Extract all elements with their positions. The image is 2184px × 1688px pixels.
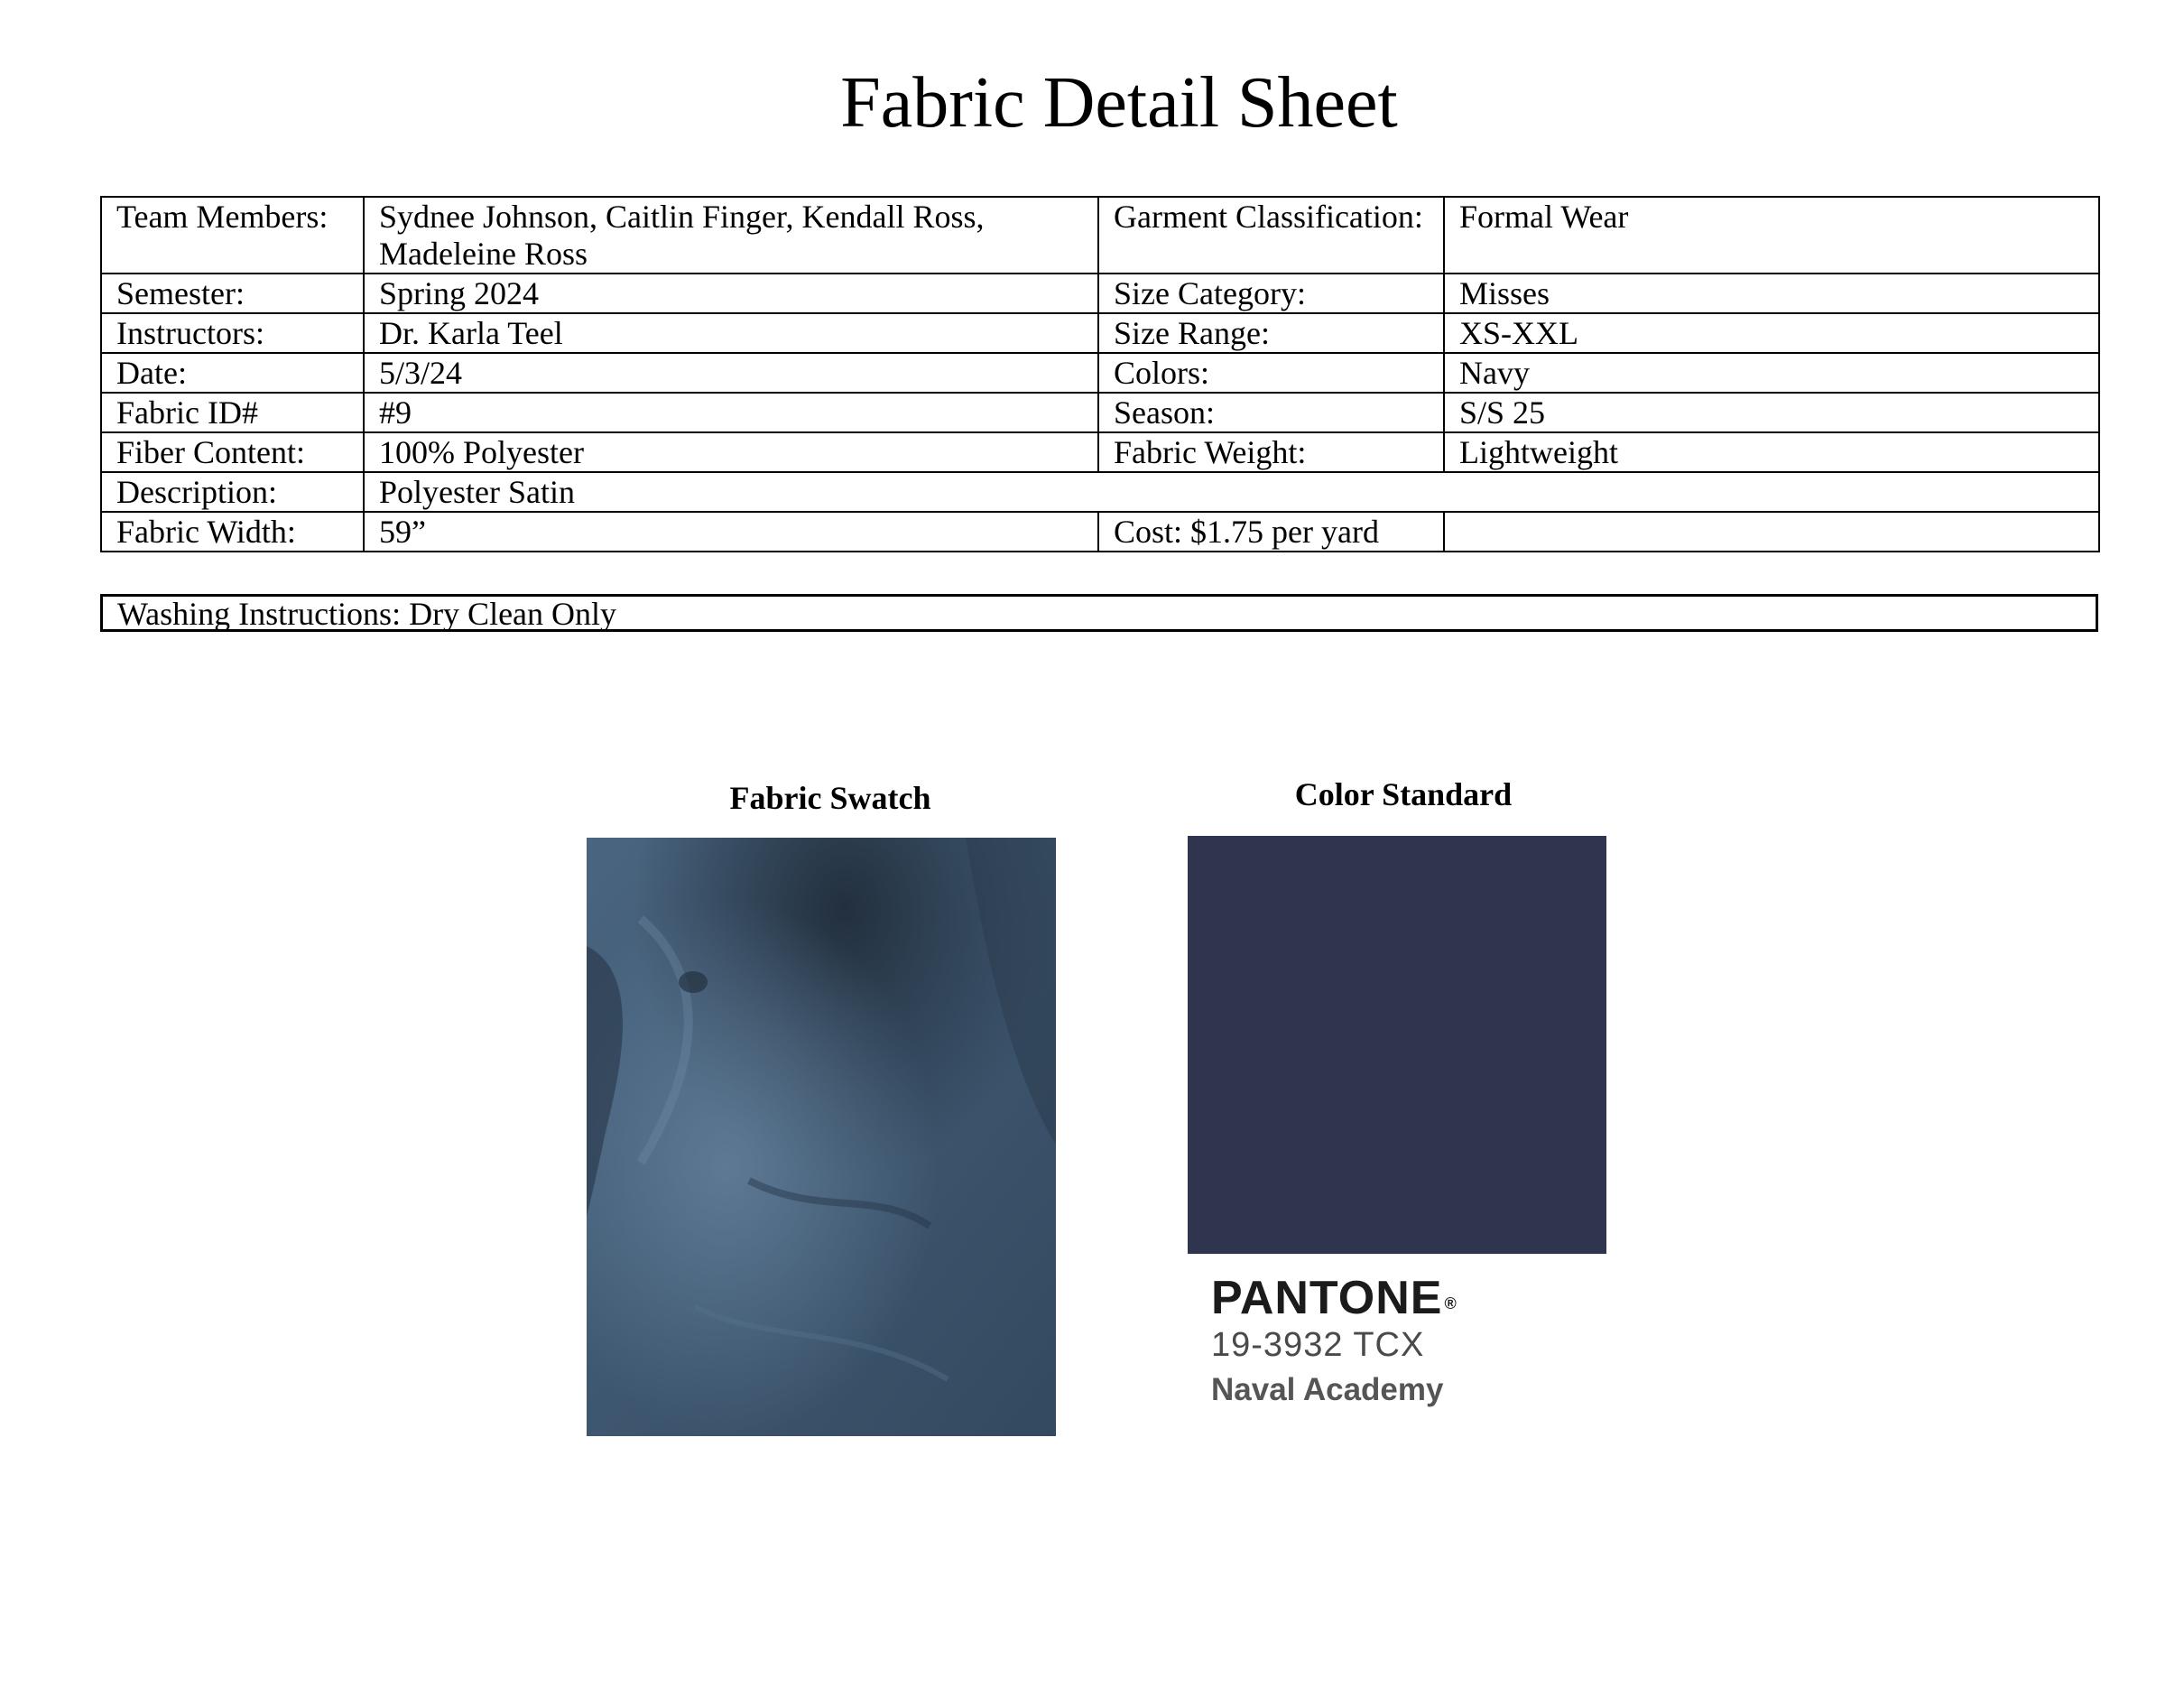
size-category-label: Size Category: <box>1098 274 1444 313</box>
size-category-value: Misses <box>1444 274 2099 313</box>
instructors-value: Dr. Karla Teel <box>364 313 1098 353</box>
fabric-width-label: Fabric Width: <box>101 512 364 552</box>
team-members-value: Sydnee Johnson, Caitlin Finger, Kendall Ross, Madeleine Ross <box>364 197 1098 274</box>
date-value: 5/3/24 <box>364 353 1098 393</box>
cost-value: Cost: $1.75 per yard <box>1098 512 1444 552</box>
washing-instructions: Washing Instructions: Dry Clean Only <box>100 594 2098 632</box>
fabric-swatch-heading: Fabric Swatch <box>729 780 931 816</box>
instructors-label: Instructors: <box>101 313 364 353</box>
table-row <box>101 353 2099 393</box>
date-label: Date: <box>101 353 364 393</box>
garment-classification-label: Garment Classification: <box>1098 197 1444 274</box>
description-label: Description: <box>101 472 364 512</box>
table-row <box>101 197 2099 274</box>
table-row <box>101 393 2099 432</box>
pantone-logo: PANTONE ® <box>1211 1272 1458 1324</box>
page-title: Fabric Detail Sheet <box>840 63 1398 143</box>
fabric-weight-value: Lightweight <box>1444 432 2099 472</box>
fabric-width-value: 59” <box>364 512 1098 552</box>
fabric-swatch-image <box>587 838 1056 1436</box>
table-row <box>101 512 2099 552</box>
table-row <box>101 313 2099 353</box>
size-range-label: Size Range: <box>1098 313 1444 353</box>
table-row <box>101 432 2099 472</box>
registered-mark-icon: ® <box>1444 1294 1458 1312</box>
semester-value: Spring 2024 <box>364 274 1098 313</box>
pantone-color-swatch <box>1188 836 1606 1254</box>
fabric-details-table <box>100 196 2100 552</box>
table-row <box>101 274 2099 313</box>
colors-label: Colors: <box>1098 353 1444 393</box>
season-value: S/S 25 <box>1444 393 2099 432</box>
garment-classification-value: Formal Wear <box>1444 197 2099 274</box>
season-label: Season: <box>1098 393 1444 432</box>
fabric-id-value: #9 <box>364 393 1098 432</box>
fabric-id-label: Fabric ID# <box>101 393 364 432</box>
semester-label: Semester: <box>101 274 364 313</box>
size-range-value: XS-XXL <box>1444 313 2099 353</box>
description-value: Polyester Satin <box>364 472 2099 512</box>
fiber-content-value: 100% Polyester <box>364 432 1098 472</box>
team-members-label: Team Members: <box>101 197 364 274</box>
colors-value: Navy <box>1444 353 2099 393</box>
pantone-code: 19-3932 TCX <box>1211 1326 1425 1364</box>
fiber-content-label: Fiber Content: <box>101 432 364 472</box>
table-row <box>101 472 2099 512</box>
empty-cell <box>1444 512 2099 552</box>
fabric-weight-label: Fabric Weight: <box>1098 432 1444 472</box>
pantone-color-name: Naval Academy <box>1211 1372 1444 1407</box>
color-standard-heading: Color Standard <box>1294 776 1513 812</box>
